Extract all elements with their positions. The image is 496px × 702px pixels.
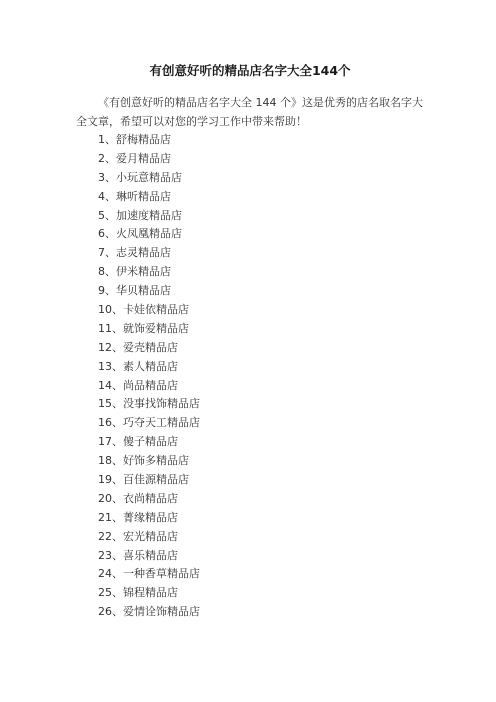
list-item: 25、锦程精品店: [98, 586, 178, 600]
list-item: 10、卡娃依精品店: [98, 303, 189, 317]
list-item: 8、伊米精品店: [98, 265, 171, 279]
list-item: 5、加速度精品店: [98, 208, 182, 222]
list-item: 26、爱情诠饰精品店: [98, 605, 200, 619]
list-item: 18、好饰多精品店: [98, 454, 189, 468]
list-item: 17、傻子精品店: [98, 435, 178, 449]
list-item: 21、菁缘精品店: [98, 510, 178, 524]
list-item: 4、琳听精品店: [98, 189, 171, 203]
list-item: 1、舒梅精品店: [98, 133, 171, 146]
list-item: 7、志灵精品店: [98, 246, 171, 260]
list-item: 11、就饰爱精品店: [98, 321, 189, 335]
list-item: 23、喜乐精品店: [98, 548, 178, 562]
list-item: 16、巧夺天工精品店: [98, 416, 200, 430]
list-item: 14、尚品精品店: [98, 378, 178, 392]
store-name-list: [76, 131, 424, 622]
list-item: 9、华贝精品店: [98, 284, 171, 298]
list-item: 15、没事找饰精品店: [98, 397, 200, 411]
document-title: 有创意好听的精品店名字大全144个: [149, 63, 351, 78]
list-item: 24、一种香草精品店: [98, 567, 200, 581]
list-item: 20、衣尚精品店: [98, 491, 178, 505]
list-item: 13、素人精品店: [98, 359, 178, 373]
intro-paragraph: 《有创意好听的精品店名字大全 144 个》这是优秀的店名取名字大全文章，希望可以对您的学习工作中带来帮助！: [76, 96, 423, 128]
list-item: 3、小玩意精品店: [98, 170, 182, 184]
list-item: 6、火凤凰精品店: [98, 227, 182, 241]
list-item: 12、爱壳精品店: [98, 340, 178, 354]
list-item: 2、爱月精品店: [98, 151, 171, 165]
list-item: 19、百佳源精品店: [98, 473, 189, 487]
list-item: 22、宏光精品店: [98, 529, 178, 543]
